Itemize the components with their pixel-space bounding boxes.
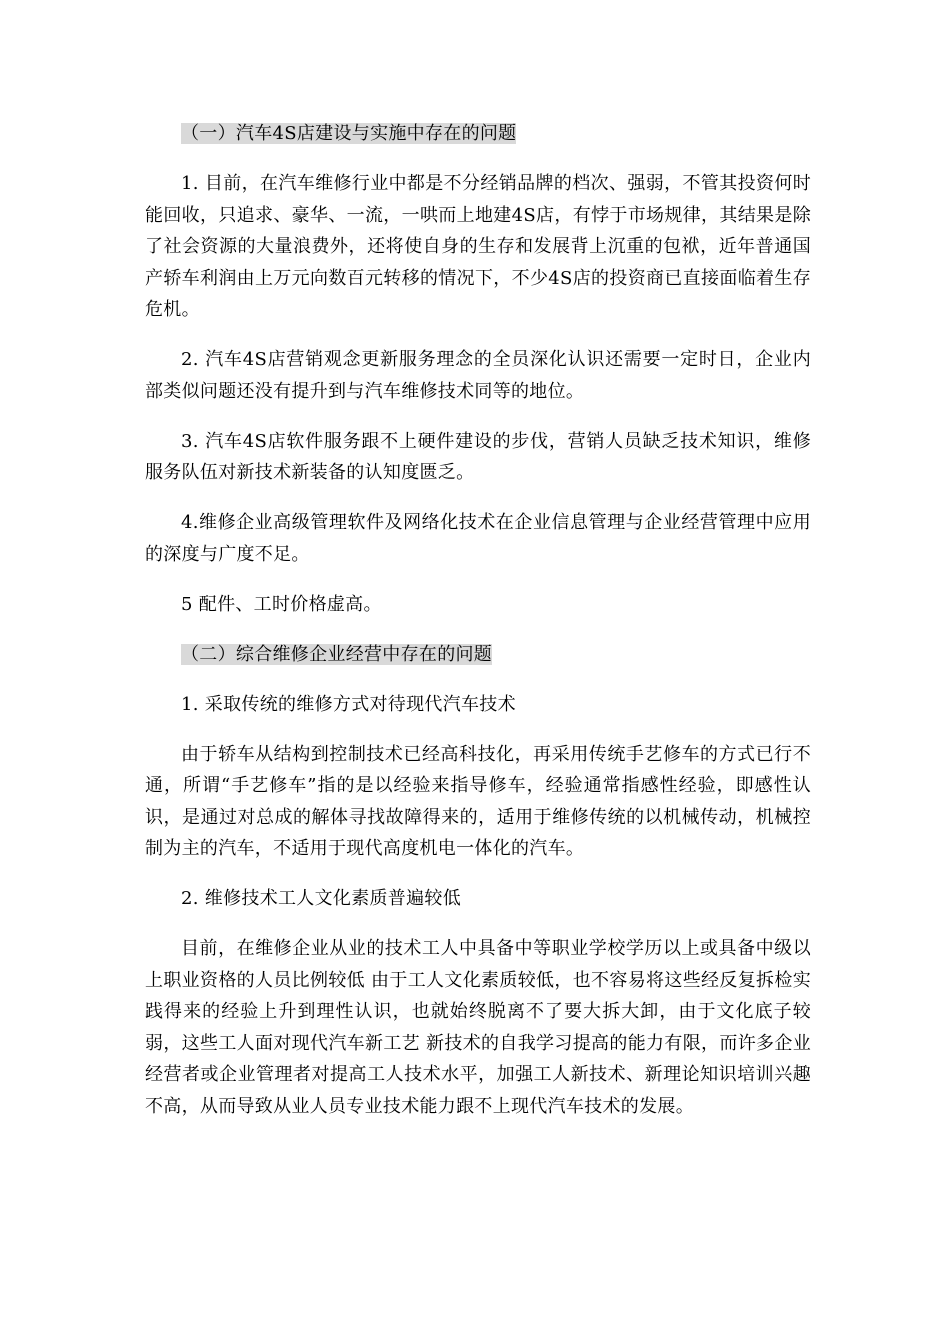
section2-heading-text: （二）综合维修企业经营中存在的问题 [181, 643, 493, 665]
section1-heading [145, 118, 811, 150]
section2-subheading-2: 2. 维修技术工人文化素质普遍较低 [181, 888, 461, 909]
section1-paragraph-2: 2. 汽车4S店营销观念更新服务理念的全员深化认识还需要一定时日，企业内部类似问题还没有提升到与汽车维修技术同等的地位。 [145, 349, 811, 402]
section1-paragraph-5: 5 配件、工时价格虚高。 [181, 593, 382, 615]
section2-subheading-1: 1. 采取传统的维修方式对待现代汽车技术 [181, 693, 516, 715]
section2-body-2: 目前，在维修企业从业的技术工人中具备中等职业学校学历以上或具备中级以上职业资格的人员比例较低 由于工人文化素质较低，也不容易将这些经反复拆检实践得来的经验上升到理性认识，也就始终脱离不了要大拆大卸，由于文化底子较弱，这些工人面对现代汽车新工艺 新技术的自我学习提高的能力有限，而许多企业经营者或企业管理者对提高工人技术水平，加强工人新技术、新理论知识培训兴趣不高，从而导致从业人员专业技术能力跟不上现代汽车技术的发展。 [145, 938, 811, 1117]
document-page [145, 118, 811, 1141]
section1-paragraph-4: 4.维修企业高级管理软件及网络化技术在企业信息管理与企业经营管理中应用的深度与广度不足。 [145, 512, 811, 565]
section2-heading [145, 639, 811, 671]
section2-body-1: 由于轿车从结构到控制技术已经高科技化，再采用传统手艺修车的方式已行不通，所谓“手艺修车”指的是以经验来指导修车，经验通常指感性经验，即感性认识，是通过对总成的解体寻找故障得来的，适用于维修传统的以机械传动，机械控制为主的汽车，不适用于现代高度机电一体化的汽车。 [145, 743, 811, 859]
section1-heading-text: （一）汽车4S店建设与实施中存在的问题 [181, 123, 517, 144]
section1-paragraph-3: 3. 汽车4S店软件服务跟不上硬件建设的步伐，营销人员缺乏技术知识，维修服务队伍对新技术新装备的认知度匮乏。 [145, 430, 811, 483]
section1-paragraph-1: 1. 目前，在汽车维修行业中都是不分经销品牌的档次、强弱，不管其投资何时能回收，只追求、豪华、一流，一哄而上地建4S店，有悖于市场规律，其结果是除了社会资源的大量浪费外，还将使自身的生存和发展背上沉重的包袱，近年普通国产轿车利润由上万元向数百元转移的情况下，不少4S店的投资商已直接面临着生存危机。 [145, 173, 811, 320]
